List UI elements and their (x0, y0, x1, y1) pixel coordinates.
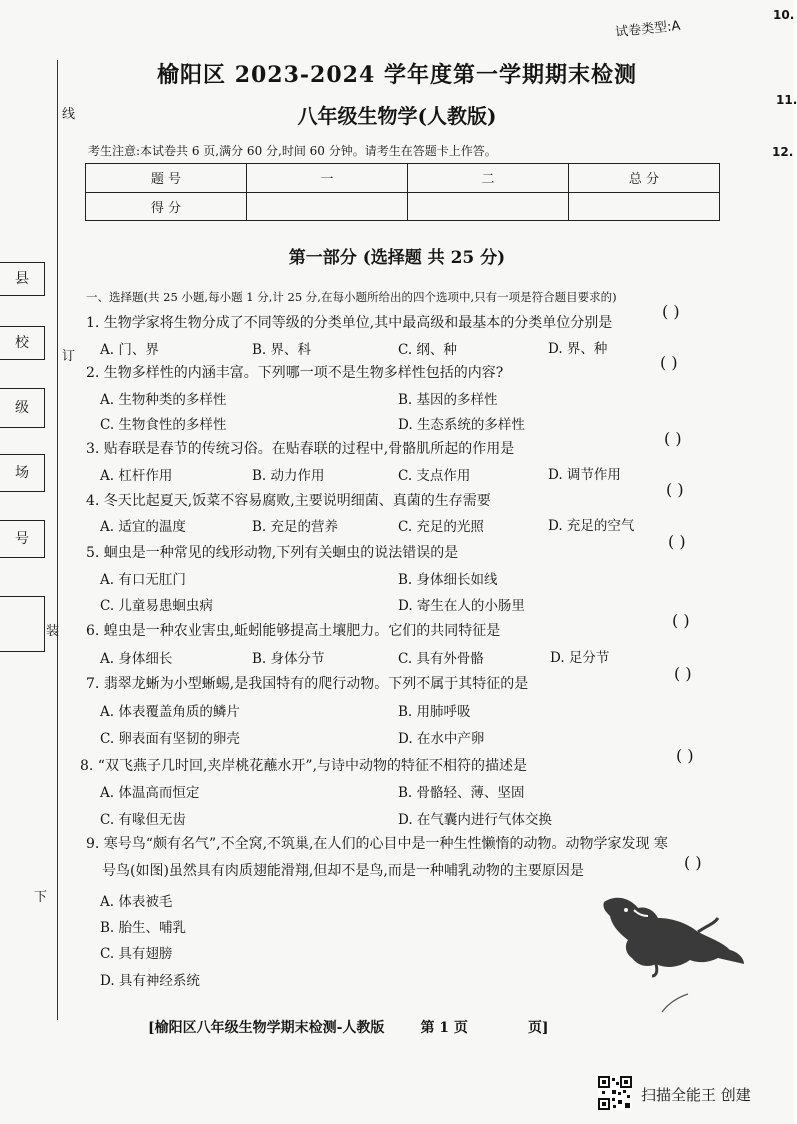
score-cell (569, 192, 720, 221)
margin-label-xian: 线 (62, 107, 76, 122)
margin-box-county: 县 (0, 262, 45, 296)
question-stem: 6. 蝗虫是一种农业害虫,蚯蚓能够提高土壤肥力。它们的共同特征是 (86, 623, 501, 639)
footer-page: 第 1 页 (420, 1020, 468, 1036)
page-footer (148, 1017, 549, 1037)
question-option: C. 有喙但无齿 (100, 812, 186, 828)
question-option: B. 骨骼轻、薄、坚固 (398, 785, 525, 801)
margin-box-school: 校 (0, 326, 45, 360)
question-option: D. 寄生在人的小肠里 (398, 598, 525, 614)
score-cell: 题 号 (86, 164, 247, 193)
question-option: A. 门、界 (100, 342, 159, 358)
question-option: C. 生物食性的多样性 (100, 417, 227, 433)
question-option: A. 有口无肛门 (100, 572, 186, 588)
section-heading: 一、选择题(共 25 小题,每小题 1 分,计 25 分,在每小题所给出的四个选项中,只有一项是符合题目要求的) (86, 290, 617, 304)
question-option: C. 卵表面有坚韧的卵壳 (100, 731, 240, 747)
question-option: D. 调节作用 (548, 467, 621, 483)
question-option: B. 界、科 (252, 342, 312, 358)
pencil-mark (660, 992, 690, 1014)
answer-paren: ( ) (666, 480, 684, 499)
question-option: A. 生物种类的多样性 (100, 392, 227, 408)
score-cell: 总 分 (569, 164, 720, 193)
question-stem: 1. 生物学家将生物分成了不同等级的分类单位,其中最高级和最基本的分类单位分别是 (86, 315, 613, 331)
margin-label-ding: 订 (62, 349, 76, 364)
question-option: C. 支点作用 (398, 468, 471, 484)
question-option: B. 胎生、哺乳 (100, 920, 187, 936)
question-option: D. 足分节 (550, 650, 610, 666)
question-option: C. 儿童易患蛔虫病 (100, 598, 213, 614)
question-option: B. 动力作用 (252, 468, 325, 484)
answer-paren: ( ) (662, 302, 680, 321)
question-option: C. 具有外骨骼 (398, 651, 484, 667)
question-option: D. 生态系统的多样性 (398, 417, 525, 433)
margin-box-extra (0, 596, 45, 652)
side-number-12: 12. (772, 145, 794, 159)
answer-paren: ( ) (684, 853, 702, 872)
question-stem: 2. 生物多样性的内涵丰富。下列哪一项不是生物多样性包括的内容? (86, 365, 504, 381)
question-option: B. 基因的多样性 (398, 392, 498, 408)
question-option: B. 身体细长如线 (398, 572, 498, 588)
question-stem-continued: 号鸟(如图)虽然具有肉质翅能滑翔,但却不是鸟,而是一种哺乳动物的主要原因是 (102, 863, 584, 879)
question-option: B. 用肺呼吸 (398, 704, 471, 720)
question-option: C. 具有翅膀 (100, 946, 173, 962)
score-table-row (86, 192, 720, 221)
flying-squirrel-illustration (598, 888, 748, 978)
exam-subtitle: 八年级生物学(人教版) (297, 104, 497, 128)
question-option: D. 在气囊内进行气体交换 (398, 812, 552, 828)
question-option: D. 充足的空气 (548, 518, 635, 534)
exam-title: 榆阳区 2023-2024 学年度第一学期期末检测 (157, 62, 637, 88)
question-stem: 4. 冬天比起夏天,饭菜不容易腐败,主要说明细菌、真菌的生存需要 (86, 493, 491, 509)
question-option: C. 充足的光照 (398, 519, 484, 535)
question-stem: 9. 寒号鸟“颇有名气”,不全窝,不筑巢,在人们的心目中是一种生性懒惰的动物。动物学家发现 寒 (86, 836, 668, 852)
answer-paren: ( ) (660, 353, 678, 372)
question-option: A. 体温高而恒定 (100, 785, 200, 801)
score-cell (247, 192, 408, 221)
footer-left: [榆阳区八年级生物学期末检测-人教版 (148, 1020, 385, 1036)
question-stem: 3. 贴春联是春节的传统习俗。在贴春联的过程中,骨骼肌所起的作用是 (86, 441, 515, 457)
side-number-11: 11. (776, 93, 797, 107)
side-number-10: 10. (773, 8, 795, 22)
score-cell (408, 192, 569, 221)
scanner-watermark: 扫描全能王 创建 (641, 1086, 751, 1104)
margin-box-class: 级 (0, 388, 45, 428)
question-option: D. 具有神经系统 (100, 973, 200, 989)
score-cell: 一 (247, 164, 408, 193)
score-table (85, 163, 720, 221)
question-stem: 7. 翡翠龙蜥为小型蜥蜴,是我国特有的爬行动物。下列不属于其特征的是 (86, 676, 529, 692)
question-option: B. 身体分节 (252, 651, 325, 667)
answer-paren: ( ) (674, 664, 692, 683)
footer-right: 页] (527, 1020, 549, 1036)
candidate-notice: 考生注意:本试卷共 6 页,满分 60 分,时间 60 分钟。请考生在答题卡上作答。 (88, 144, 497, 158)
answer-paren: ( ) (664, 429, 682, 448)
score-cell: 得 分 (86, 192, 247, 221)
question-option: D. 在水中产卵 (398, 731, 485, 747)
part-title: 第一部分 (选择题 共 25 分) (288, 248, 506, 268)
binding-line (57, 60, 58, 1020)
answer-paren: ( ) (672, 611, 690, 630)
score-cell: 二 (408, 164, 569, 193)
margin-box-venue: 场 (0, 454, 45, 492)
question-option: A. 身体细长 (100, 651, 173, 667)
qr-code-icon (598, 1076, 632, 1110)
answer-paren: ( ) (676, 746, 694, 765)
question-option: C. 纲、种 (398, 342, 457, 358)
question-stem: 5. 蛔虫是一种常见的线形动物,下列有关蛔虫的说法错误的是 (86, 545, 459, 561)
question-option: A. 适宜的温度 (100, 519, 186, 535)
margin-box-number: 号 (0, 520, 45, 558)
question-option: B. 充足的营养 (252, 519, 339, 535)
question-option: A. 体表覆盖角质的鳞片 (100, 704, 240, 720)
question-option: D. 界、种 (548, 341, 608, 357)
margin-label-zhuang: 装 (46, 624, 60, 639)
paper-type: 试卷类型:A (614, 18, 682, 41)
margin-label-xia: 下 (34, 890, 48, 905)
question-stem: 8. “双飞燕子几时回,夹岸桃花蘸水开”,与诗中动物的特征不相符的描述是 (80, 758, 528, 774)
score-table-row (86, 164, 720, 193)
question-option: A. 体表被毛 (100, 894, 173, 910)
question-option: A. 杠杆作用 (100, 468, 173, 484)
answer-paren: ( ) (668, 532, 686, 551)
